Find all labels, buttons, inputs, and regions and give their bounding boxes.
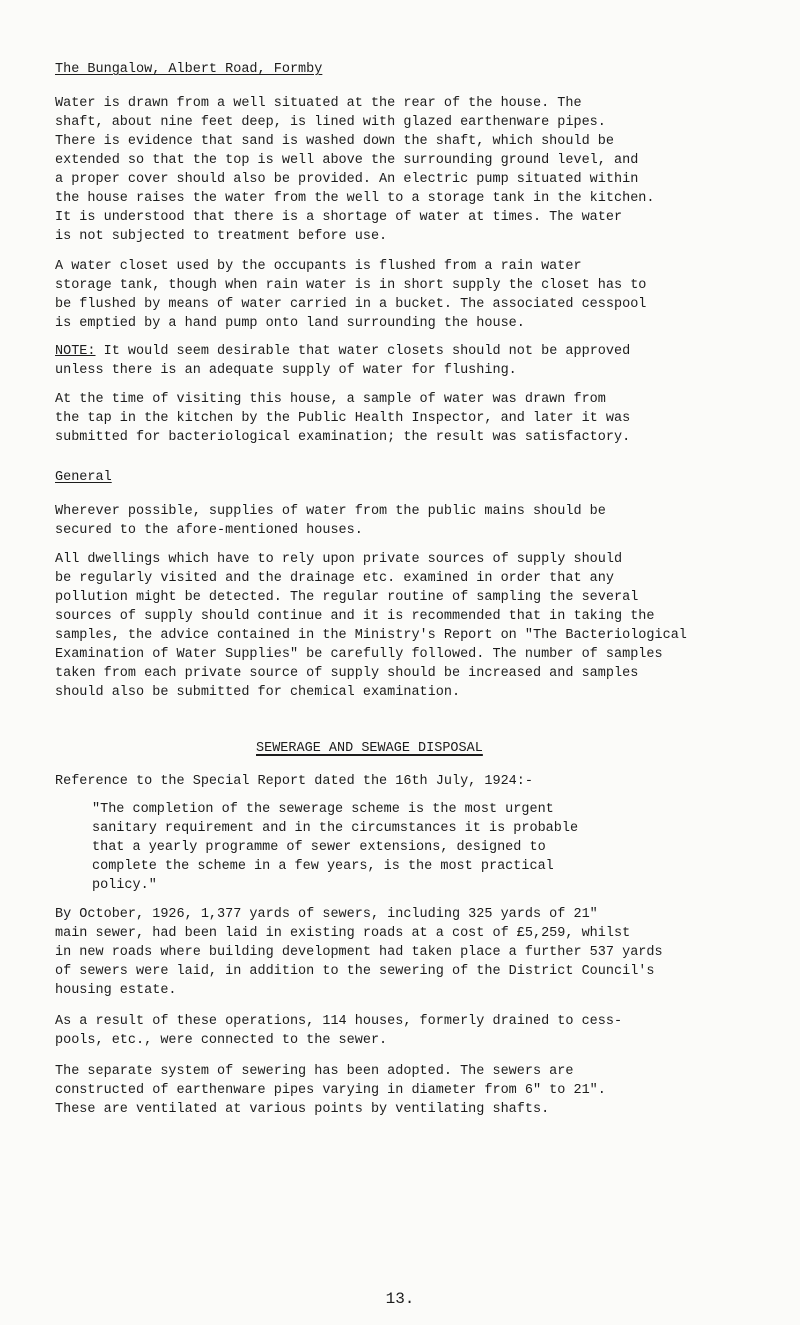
paragraph-note xyxy=(55,342,795,380)
text-line: "The completion of the sewerage scheme is the most urgent xyxy=(92,802,554,817)
text-line: pools, etc., were connected to the sewer. xyxy=(55,1033,388,1048)
text-line: taken from each private source of supply should be increased and samples xyxy=(55,666,639,681)
text-line: the tap in the kitchen by the Public Health Inspector, and later it was xyxy=(55,411,631,426)
text-line: Wherever possible, supplies of water from the public mains should be xyxy=(55,504,606,519)
text-line: samples, the advice contained in the Ministry's Report on "The Bacteriological xyxy=(55,628,687,643)
text-line: be flushed by means of water carried in a bucket. The associated cesspool xyxy=(55,297,647,312)
note-label: NOTE: xyxy=(55,344,96,359)
text-line: the house raises the water from the well to a storage tank in the kitchen. xyxy=(55,191,655,206)
text-line: storage tank, though when rain water is in short supply the closet has to xyxy=(55,278,647,293)
paragraph-sample xyxy=(55,390,795,447)
paragraph-public-mains xyxy=(55,502,795,540)
paragraph-houses-connected xyxy=(55,1012,795,1050)
text-line: extended so that the top is well above the surrounding ground level, and xyxy=(55,153,639,168)
text-line: All dwellings which have to rely upon private sources of supply should xyxy=(55,552,623,567)
text-line: of sewers were laid, in addition to the sewering of the District Council's xyxy=(55,964,655,979)
text-line: be regularly visited and the drainage etc. examined in order that any xyxy=(55,571,614,586)
text-line: that a yearly programme of sewer extensions, designed to xyxy=(92,840,546,855)
section-title-sewerage: SEWERAGE AND SEWAGE DISPOSAL xyxy=(256,741,483,756)
text-line: is emptied by a hand pump onto land surrounding the house. xyxy=(55,316,525,331)
text-line: housing estate. xyxy=(55,983,177,998)
text-line: submitted for bacteriological examination; the result was satisfactory. xyxy=(55,430,631,445)
text-line: By October, 1926, 1,377 yards of sewers, including 325 yards of 21" xyxy=(55,907,598,922)
text-line: constructed of earthenware pipes varying in diameter from 6" to 21". xyxy=(55,1083,606,1098)
heading-bungalow: The Bungalow, Albert Road, Formby xyxy=(55,62,323,77)
paragraph-well-water xyxy=(55,94,795,246)
text-line: sanitary requirement and in the circumstances it is probable xyxy=(92,821,579,836)
text-line: is not subjected to treatment before use. xyxy=(55,229,388,244)
text-line: Water is drawn from a well situated at the rear of the house. The xyxy=(55,96,582,111)
text-line: shaft, about nine feet deep, is lined with glazed earthenware pipes. xyxy=(55,115,606,130)
text-line: main sewer, had been laid in existing roads at a cost of £5,259, whilst xyxy=(55,926,631,941)
text-line: pollution might be detected. The regular routine of sampling the several xyxy=(55,590,639,605)
text-line: It would seem desirable that water closets should not be approved xyxy=(95,344,631,359)
paragraph-separate-system xyxy=(55,1062,795,1119)
text-line: Examination of Water Supplies" be carefully followed. The number of samples xyxy=(55,647,663,662)
text-line: unless there is an adequate supply of water for flushing. xyxy=(55,363,517,378)
text-line: in new roads where building development had taken place a further 537 yards xyxy=(55,945,663,960)
block-quote xyxy=(92,800,792,895)
heading-general: General xyxy=(55,470,112,485)
text-line: As a result of these operations, 114 houses, formerly drained to cess- xyxy=(55,1014,623,1029)
text-line: policy." xyxy=(92,878,157,893)
text-line: sources of supply should continue and it is recommended that in taking the xyxy=(55,609,655,624)
text-line: These are ventilated at various points by ventilating shafts. xyxy=(55,1102,550,1117)
paragraph-private-supply xyxy=(55,550,795,702)
page-number: 13. xyxy=(385,1290,415,1308)
text-line: It is understood that there is a shortage of water at times. The water xyxy=(55,210,623,225)
text-line: The separate system of sewering has been adopted. The sewers are xyxy=(55,1064,574,1079)
text-line: a proper cover should also be provided. An electric pump situated within xyxy=(55,172,639,187)
text-line: A water closet used by the occupants is flushed from a rain water xyxy=(55,259,582,274)
paragraph-water-closet xyxy=(55,257,795,333)
text-line: Reference to the Special Report dated the 16th July, 1924:- xyxy=(55,774,533,789)
text-line: There is evidence that sand is washed down the shaft, which should be xyxy=(55,134,614,149)
text-line: At the time of visiting this house, a sample of water was drawn from xyxy=(55,392,606,407)
paragraph-reference xyxy=(55,772,795,791)
text-line: should also be submitted for chemical examination. xyxy=(55,685,461,700)
text-line: complete the scheme in a few years, is the most practical xyxy=(92,859,554,874)
paragraph-sewers-laid xyxy=(55,905,795,1000)
text-line: secured to the afore-mentioned houses. xyxy=(55,523,363,538)
